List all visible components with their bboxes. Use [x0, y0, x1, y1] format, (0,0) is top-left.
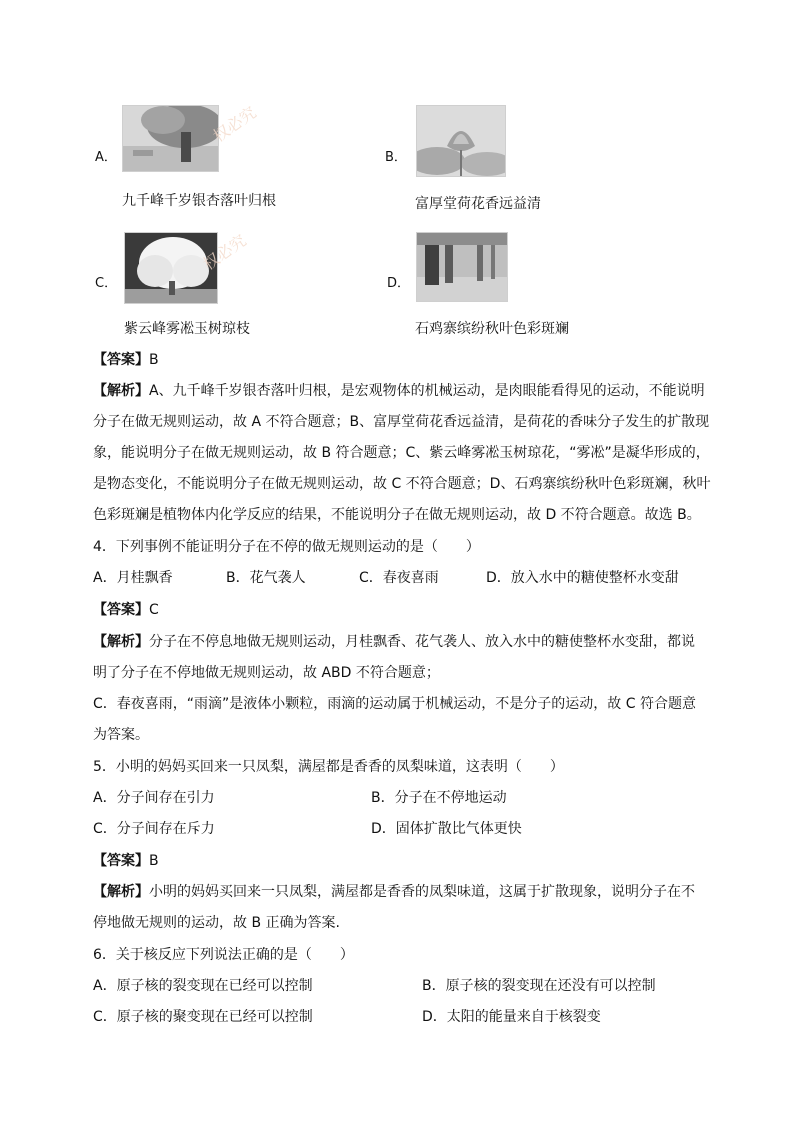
q4-analysis-line-2: 明了分子在不停地做无规则运动，故 ABD 不符合题意；	[93, 665, 440, 681]
q6-option-d: D．太阳的能量来自于核裂变	[422, 1009, 601, 1025]
q4-answer: 【答案】C	[93, 602, 159, 618]
q3-analysis-line-3: 象，能说明分子在做无规则运动，故 B 符合题意；C、紫云峰雾凇玉树琼花，“雾凇”是凝华形成的，	[93, 445, 710, 461]
autumn-leaves-photo	[416, 232, 508, 302]
q3-analysis-line-1: 【解析】A、九千峰千岁银杏落叶归根，是宏观物体的机械运动，是肉眼能看得见的运动，不能说明	[93, 383, 705, 399]
q4-option-a: A．月桂飘香	[93, 570, 173, 586]
q5-option-c: C．分子间存在斥力	[93, 821, 215, 837]
answer-value: B	[149, 352, 159, 368]
q3-option-d-caption: 石鸡寨缤纷秋叶色彩斑斓	[415, 321, 569, 337]
rime-tree-photo	[124, 232, 218, 304]
q3-answer	[93, 350, 159, 370]
q6-option-a: A．原子核的裂变现在已经可以控制	[93, 978, 313, 994]
q3-analysis-line-2: 分子在做无规则运动，故 A 不符合题意；B、富厚堂荷花香远益清，是荷花的香味分子发生的扩散现	[93, 414, 710, 430]
q4-option-d: D．放入水中的糖使整杯水变甜	[486, 570, 679, 586]
q6-option-c: C．原子核的聚变现在已经可以控制	[93, 1009, 313, 1025]
answer-label: 【答案】	[93, 352, 149, 368]
q5-option-b: B．分子在不停地运动	[371, 790, 507, 806]
ginkgo-tree-photo	[122, 105, 219, 172]
q5-answer: 【答案】B	[93, 853, 159, 869]
q4-analysis-line-4: 为答案。	[93, 727, 149, 743]
q6-stem: 6．关于核反应下列说法正确的是（ ）	[93, 947, 354, 963]
q3-option-b-caption: 富厚堂荷花香远益清	[415, 196, 541, 212]
analysis-label: 【解析】	[93, 383, 149, 399]
q4-analysis-line-1: 【解析】分子在不停息地做无规则运动，月桂飘香、花气袭人、放入水中的糖使整杯水变甜，都说	[93, 634, 695, 650]
q4-option-b: B．花气袭人	[226, 570, 306, 586]
q3-option-b-letter: B．	[385, 150, 407, 165]
q3-analysis-line-4: 是物态变化，不能说明分子在做无规则运动，故 C 不符合题意；D、石鸡寨缤纷秋叶色彩斑斓，秋叶	[93, 476, 711, 492]
watermark: 权必究	[209, 102, 260, 146]
q5-stem: 5．小明的妈妈买回来一只凤梨，满屋都是香香的凤梨味道，这表明（ ）	[93, 759, 564, 775]
q5-analysis-line-2: 停地做无规则的运动，故 B 正确为答案.	[93, 915, 340, 931]
q3-analysis-line-5: 色彩斑斓是植物体内化学反应的结果，不能说明分子在做无规则运动，故 D 不符合题意。故选 B。	[93, 507, 701, 523]
q3-option-d-letter: D．	[387, 276, 411, 291]
q3-option-a-letter: A．	[95, 150, 117, 165]
q3-option-c-caption: 紫云峰雾凇玉树琼枝	[124, 321, 250, 337]
q4-analysis-line-3: C．春夜喜雨，“雨滴”是液体小颗粒，雨滴的运动属于机械运动，不是分子的运动，故 C 符合题意	[93, 696, 696, 712]
q5-option-a: A．分子间存在引力	[93, 790, 215, 806]
q6-option-b: B．原子核的裂变现在还没有可以控制	[422, 978, 656, 994]
q5-option-d: D．固体扩散比气体更快	[371, 821, 522, 837]
q3-option-c-letter: C．	[95, 276, 118, 291]
watermark: 权必究	[199, 230, 250, 274]
q5-analysis-line-1: 【解析】小明的妈妈买回来一只凤梨，满屋都是香香的凤梨味道，这属于扩散现象，说明分子在不	[93, 884, 695, 900]
lotus-flower-photo	[416, 105, 506, 177]
q4-stem: 4．下列事例不能证明分子在不停的做无规则运动的是（ ）	[93, 539, 480, 555]
q3-option-a-caption: 九千峰千岁银杏落叶归根	[122, 193, 276, 209]
q4-option-c: C．春夜喜雨	[359, 570, 439, 586]
